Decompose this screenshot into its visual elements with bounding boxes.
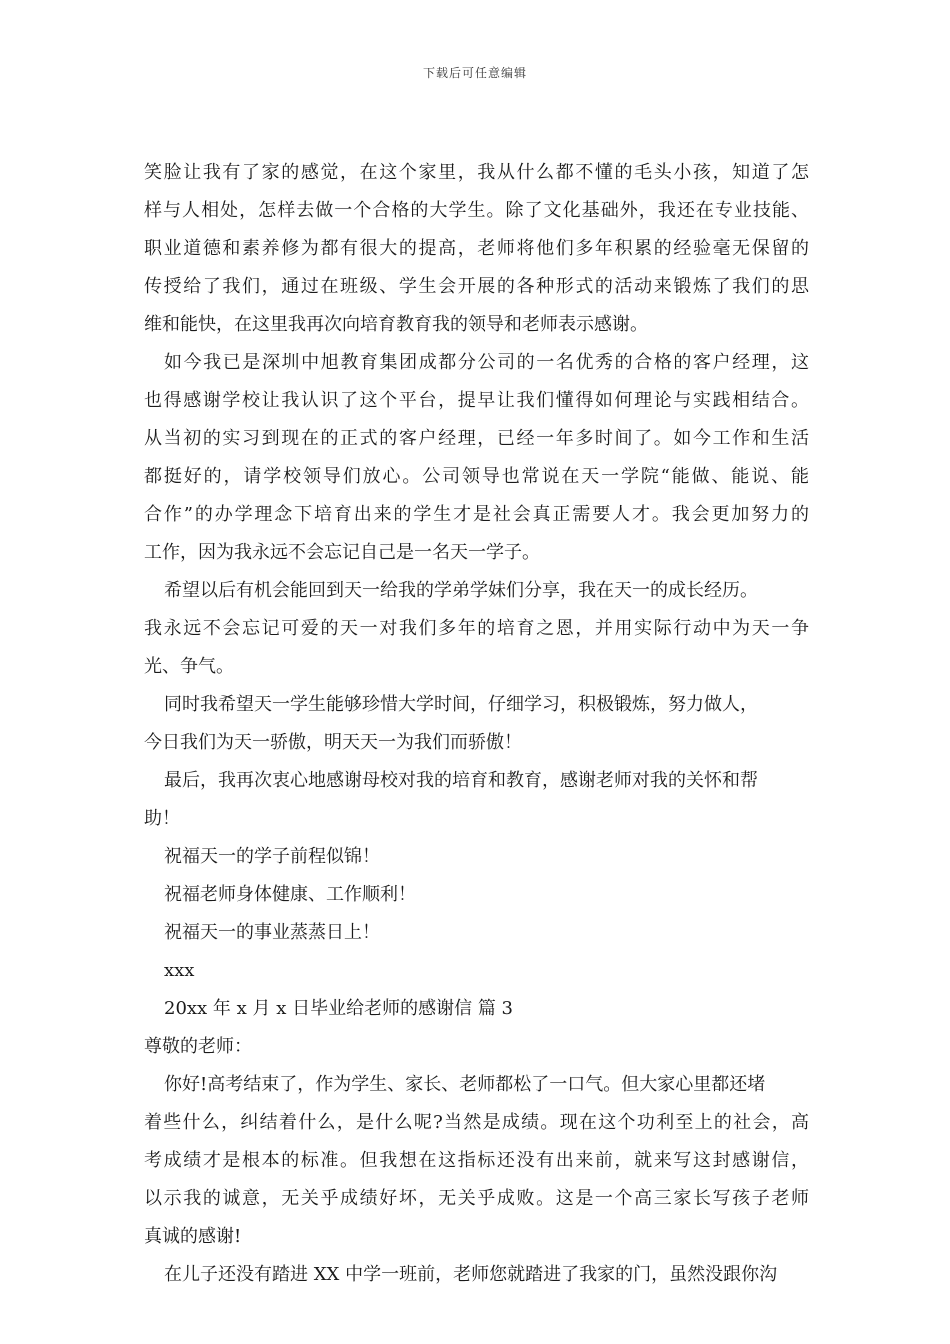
text-line: 助！ bbox=[144, 808, 180, 829]
text-line: 祝福天一的事业蒸蒸日上！ bbox=[164, 922, 380, 943]
document-body bbox=[144, 154, 809, 1294]
text-line: 工作，因为我永远不会忘记自己是一名天一学子。 bbox=[144, 542, 540, 563]
text-line: 以示我的诚意，无关乎成绩好坏，无关乎成败。这是一个高三家长写孩子老师 bbox=[144, 1188, 809, 1209]
text-line: 考成绩才是根本的标准。但我想在这指标还没有出来前，就来写这封感谢信， bbox=[144, 1150, 809, 1171]
text-line: 光、争气。 bbox=[144, 656, 234, 677]
page-header: 下载后可任意编辑 bbox=[422, 66, 527, 80]
text-line: 在儿子还没有踏进 XX 中学一班前，老师您就踏进了我家的门，虽然没跟你沟 bbox=[164, 1264, 778, 1285]
text-line: 着些什么，纠结着什么，是什么呢?当然是成绩。现在这个功利至上的社会，高 bbox=[144, 1112, 809, 1133]
text-line: 如今我已是深圳中旭教育集团成都分公司的一名优秀的合格的客户经理，这 bbox=[164, 352, 809, 373]
text-line: 祝福天一的学子前程似锦！ bbox=[164, 846, 380, 867]
text-line: 样与人相处，怎样去做一个合格的大学生。除了文化基础外，我还在专业技能、 bbox=[144, 200, 809, 221]
text-line: 从当初的实习到现在的正式的客户经理，已经一年多时间了。如今工作和生活 bbox=[144, 428, 809, 449]
text-line: 都挺好的，请学校领导们放心。公司领导也常说在天一学院“能做、能说、能 bbox=[144, 466, 809, 487]
text-line: 希望以后有机会能回到天一给我的学弟学妹们分享，我在天一的成长经历。 bbox=[164, 580, 758, 601]
text-line: 祝福老师身体健康、工作顺利！ bbox=[164, 884, 416, 905]
text-line: 今日我们为天一骄傲，明天天一为我们而骄傲！ bbox=[144, 732, 522, 753]
text-line: 职业道德和素养修为都有很大的提高，老师将他们多年积累的经验毫无保留的 bbox=[144, 238, 809, 259]
text-line: 笑脸让我有了家的感觉，在这个家里，我从什么都不懂的毛头小孩，知道了怎 bbox=[144, 162, 809, 183]
text-line: 我永远不会忘记可爱的天一对我们多年的培育之恩，并用实际行动中为天一争 bbox=[144, 618, 809, 639]
text-line: 真诚的感谢! bbox=[144, 1226, 242, 1247]
text-line: 合作”的办学理念下培育出来的学生才是社会真正需要人才。我会更加努力的 bbox=[144, 504, 809, 525]
text-line: 同时我希望天一学生能够珍惜大学时间，仔细学习，积极锻炼，努力做人， bbox=[164, 694, 758, 715]
text-line: 维和能快，在这里我再次向培育教育我的领导和老师表示感谢。 bbox=[144, 314, 648, 335]
text-line: 你好!高考结束了，作为学生、家长、老师都松了一口气。但大家心里都还堵 bbox=[164, 1074, 766, 1095]
text-line: 20xx 年 x 月 x 日毕业给老师的感谢信 篇 3 bbox=[164, 998, 514, 1019]
text-line: 也得感谢学校让我认识了这个平台，提早让我们懂得如何理论与实践相结合。 bbox=[144, 390, 809, 411]
text-line: xxx bbox=[164, 960, 195, 981]
text-line: 最后，我再次衷心地感谢母校对我的培育和教育，感谢老师对我的关怀和帮 bbox=[164, 770, 758, 791]
text-line: 传授给了我们，通过在班级、学生会开展的各种形式的活动来锻炼了我们的思 bbox=[144, 276, 809, 297]
text-line: 尊敬的老师： bbox=[144, 1036, 252, 1057]
